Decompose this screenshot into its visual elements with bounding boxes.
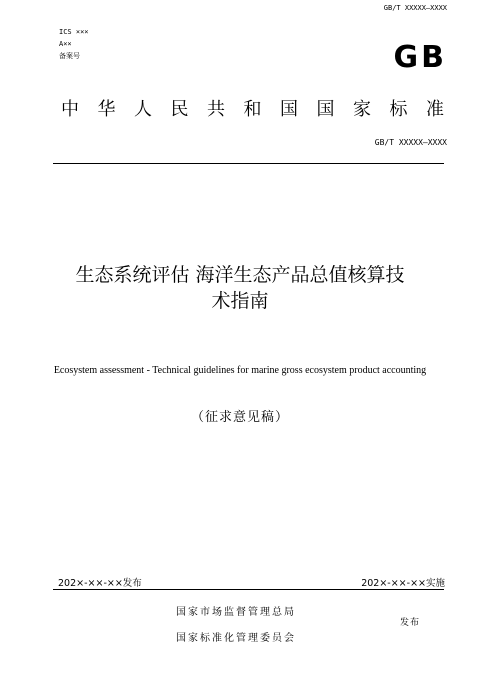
chinese-title-line-2: 术指南 [211, 290, 269, 312]
title-char: 人 [134, 99, 152, 120]
issuer-sac: 国家标准化管理委员会 [176, 633, 296, 644]
title-char: 准 [426, 99, 444, 120]
title-char: 华 [97, 99, 116, 120]
title-char: 国 [280, 99, 298, 120]
chinese-title-line-1: 生态系统评估 海洋生态产品总值核算技 [75, 264, 405, 286]
ics-code: ICS ××× [59, 28, 89, 36]
title-char: 标 [389, 99, 408, 120]
title-char: 和 [243, 99, 262, 120]
classification-block [59, 26, 89, 62]
filing-number: 备案号 [59, 52, 80, 60]
header-standard-number: GB/T XXXXX—XXXX [383, 4, 447, 12]
issuer-samr: 国家市场监督管理总局 [176, 607, 296, 618]
bottom-divider [53, 589, 444, 590]
publish-label: 发布 [400, 618, 421, 628]
standard-number: GB/T XXXXX—XXXX [374, 138, 447, 147]
title-char: 共 [207, 99, 225, 120]
title-char: 国 [316, 99, 335, 120]
issue-date: 202×-××-××发布 [58, 578, 142, 589]
category-code: A×× [59, 40, 72, 48]
title-char: 家 [353, 99, 371, 120]
gb-logo: GB [393, 40, 447, 75]
chinese-title [40, 262, 440, 314]
title-char: 民 [170, 99, 189, 120]
top-divider [53, 163, 444, 164]
english-title: Ecosystem assessment - Technical guidelines for marine gross ecosystem product accounting [53, 365, 427, 376]
implementation-date: 202×-××-××实施 [361, 578, 445, 589]
national-standard-title [61, 95, 444, 121]
draft-status: （征求意见稿） [190, 410, 289, 425]
title-char: 中 [61, 99, 79, 120]
